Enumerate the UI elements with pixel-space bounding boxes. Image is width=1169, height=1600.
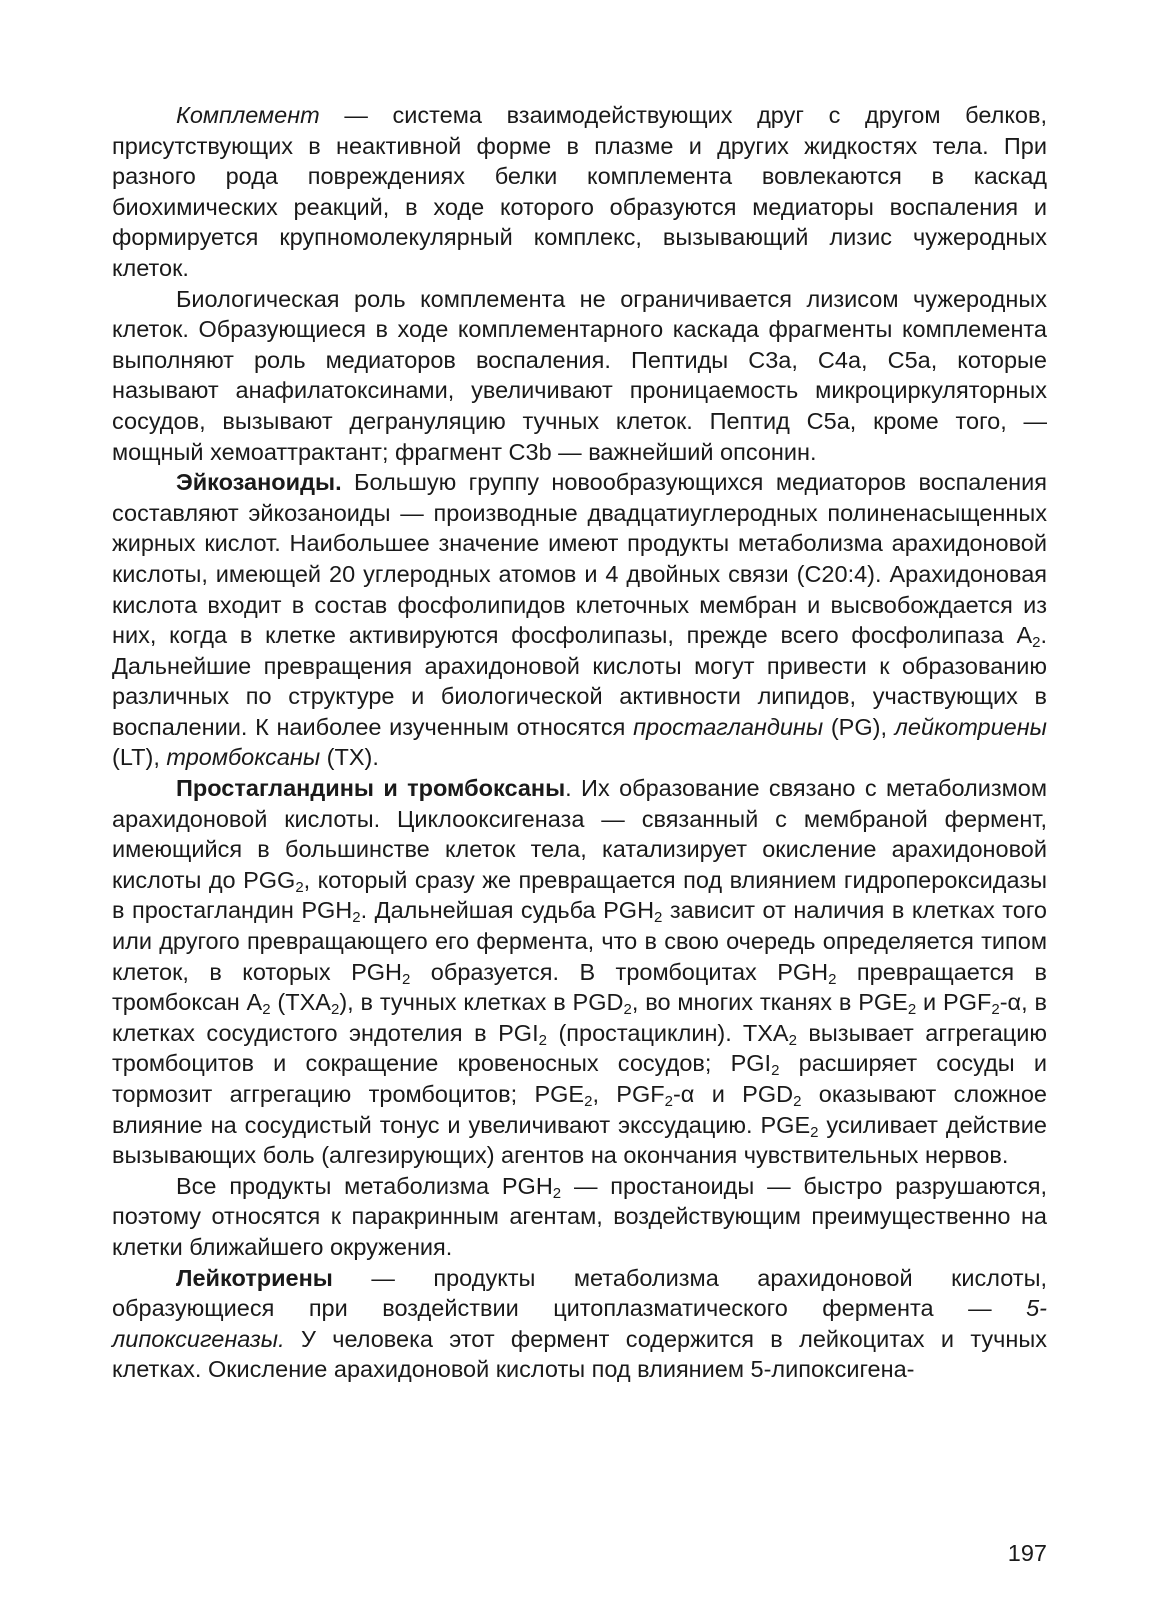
subscript: 2 bbox=[828, 970, 837, 988]
subscript: 2 bbox=[330, 1001, 340, 1019]
text-run: (TX). bbox=[320, 744, 379, 771]
bold-heading: Простагландины и тромбоксаны bbox=[176, 775, 566, 802]
subscript: 2 bbox=[664, 1093, 673, 1110]
subscript: 2 bbox=[654, 909, 663, 927]
subscript: 2 bbox=[1032, 634, 1041, 652]
subscript: 2 bbox=[552, 1184, 562, 1202]
text-run: У человека этот фермент содержится в лейкоцитах и тучных клетках. Окисление арахидоновой кислоты под влиянием 5-липоксигена- bbox=[112, 1325, 1047, 1383]
text-run: — простаноиды — быстро разрушаются, поэтому относятся к паракринным агентам, воздействующим преимущественно на клетки ближайшего окружения. bbox=[112, 1172, 1047, 1260]
text-run: . Дальнейшие превращения арахидоновой кислоты могут привести к образованию различных по структуре и биологической активности липидов, участвующих в воспалении. К наиболее изученным относятся bbox=[112, 622, 1047, 740]
subscript: 2 bbox=[538, 1031, 547, 1049]
subscript: 2 bbox=[402, 970, 411, 988]
bold-heading: Лейкотриены bbox=[176, 1264, 333, 1291]
text-run: Биологическая роль комплемента не ограничивается лизисом чужеродных клеток. Образующиеся в ходе комплементарного каскада фрагменты комплемента выполняют роль медиаторов воспаления. Пептиды C3a, C4a, C5a, которые называют анафилатоксинами, увеличивают проницаемость микроциркуляторных сосудов, вызывают дегрануляцию тучных клеток. Пептид C5a, кроме того, — мощный хемоаттрактант; фрагмент C3b — важнейший опсонин. bbox=[112, 285, 1047, 465]
page-body bbox=[112, 100, 1047, 1385]
page-number: 197 bbox=[1007, 1540, 1047, 1566]
italic-term: Комплемент bbox=[176, 102, 320, 128]
text-run: , во многих тканях в PGE bbox=[631, 989, 908, 1016]
text-run: (LT), bbox=[112, 744, 167, 771]
text-run: -α, в клетках сосудистого эндотелия в PGI bbox=[112, 989, 1048, 1046]
subscript: 2 bbox=[991, 1001, 1000, 1019]
text-run: усиливает действие вызывающих боль (алгезирующих) агентов на окончания чувствительных нервов. bbox=[112, 1111, 1047, 1169]
subscript: 2 bbox=[262, 1001, 271, 1019]
text-run: , который сразу же превращается под влиянием гидропероксидазы в простагландин PGH bbox=[112, 866, 1047, 924]
text-run: . Дальнейшая судьба PGH bbox=[360, 897, 655, 924]
text-run: оказывают сложное влияние на сосудистый тонус и увеличивают экссудацию. PGE bbox=[112, 1081, 1047, 1138]
paragraph-prostanoids bbox=[112, 1171, 1047, 1263]
text-run: вызывает аггрегацию тромбоцитов и сокращение кровеносных сосудов; PGI bbox=[112, 1019, 1047, 1077]
text-run: Большую группу новообразующихся медиаторов воспаления составляют эйкозаноиды — производные двадцатиуглеродных полиненасыщенных жирных кислот. Наибольшее значение имеют продукты метаболизма арахидоновой кислоты, имеющей 20 углеродных атомов и 4 двойных связи (C20:4). Арахидоновая кислота входит в состав фосфолипидов клеточных мембран и высвобождается из них, когда в клетке активируются фосфолипазы, прежде всего фосфолипаза A bbox=[112, 469, 1047, 649]
text-run: образуется. В тромбоцитах PGH bbox=[410, 958, 829, 985]
text-run: зависит от наличия в клетках того или другого превращающего его фермента, что в свою очередь определяется типом клеток, в которых PGH bbox=[112, 897, 1047, 985]
text-run: , PGF bbox=[592, 1081, 665, 1107]
subscript: 2 bbox=[623, 1001, 632, 1019]
text-run: ), в тучных клетках в PGD bbox=[339, 989, 624, 1016]
subscript: 2 bbox=[907, 1001, 917, 1019]
text-run: . Их образование связано с метаболизмом арахидоновой кислоты. Циклооксигеназа — связанный с мембраной фермент, имеющийся в большинстве клеток тела, катализирует окисление арахидоновой кислоты до PGG bbox=[112, 775, 1047, 893]
paragraph-leukotrienes bbox=[112, 1263, 1047, 1385]
text-run: Все продукты метаболизма PGH bbox=[176, 1172, 553, 1199]
subscript: 2 bbox=[352, 909, 361, 927]
subscript: 2 bbox=[295, 878, 304, 896]
text-run: -α и PGD bbox=[672, 1081, 794, 1107]
italic-term: тромбоксаны bbox=[166, 744, 321, 771]
subscript: 2 bbox=[788, 1031, 797, 1049]
paragraph-prostaglandins bbox=[112, 773, 1047, 1171]
italic-term: простагландины bbox=[633, 713, 824, 740]
italic-term: 5-липоксигеназы. bbox=[112, 1295, 1047, 1352]
bold-heading: Эйкозаноиды. bbox=[176, 469, 342, 496]
paragraph-complement-role bbox=[112, 284, 1047, 468]
text-run: — система взаимодействующих друг с другом белков, присутствующих в неактивной форме в плазме и других жидкостях тела. При разного рода повреждениях белки комплемента вовлекаются в каскад биохимических реакций, в ходе которого образуются медиаторы воспаления и формируется крупномолекулярный комплекс, вызывающий лизис чужеродных клеток. bbox=[112, 102, 1047, 281]
text-run: (TXA bbox=[270, 989, 331, 1016]
subscript: 2 bbox=[793, 1093, 802, 1110]
subscript: 2 bbox=[584, 1093, 593, 1110]
text-run: и PGF bbox=[916, 989, 992, 1016]
italic-term: лейкотриены bbox=[894, 713, 1047, 740]
paragraph-complement bbox=[112, 100, 1047, 284]
text-run: (простациклин). TXA bbox=[546, 1019, 789, 1046]
text-run: — продукты метаболизма арахидоновой кислоты, образующиеся при воздействии цитоплазматического фермента — bbox=[112, 1264, 1047, 1322]
subscript: 2 bbox=[810, 1123, 819, 1141]
text-run: расширяет сосуды и тормозит аггрегацию тромбоцитов; PGE bbox=[112, 1050, 1048, 1107]
text-run: (PG), bbox=[823, 713, 895, 740]
paragraph-eicosanoids bbox=[112, 467, 1047, 773]
text-run: превращается в тромбоксан A bbox=[112, 958, 1047, 1016]
subscript: 2 bbox=[771, 1062, 780, 1080]
